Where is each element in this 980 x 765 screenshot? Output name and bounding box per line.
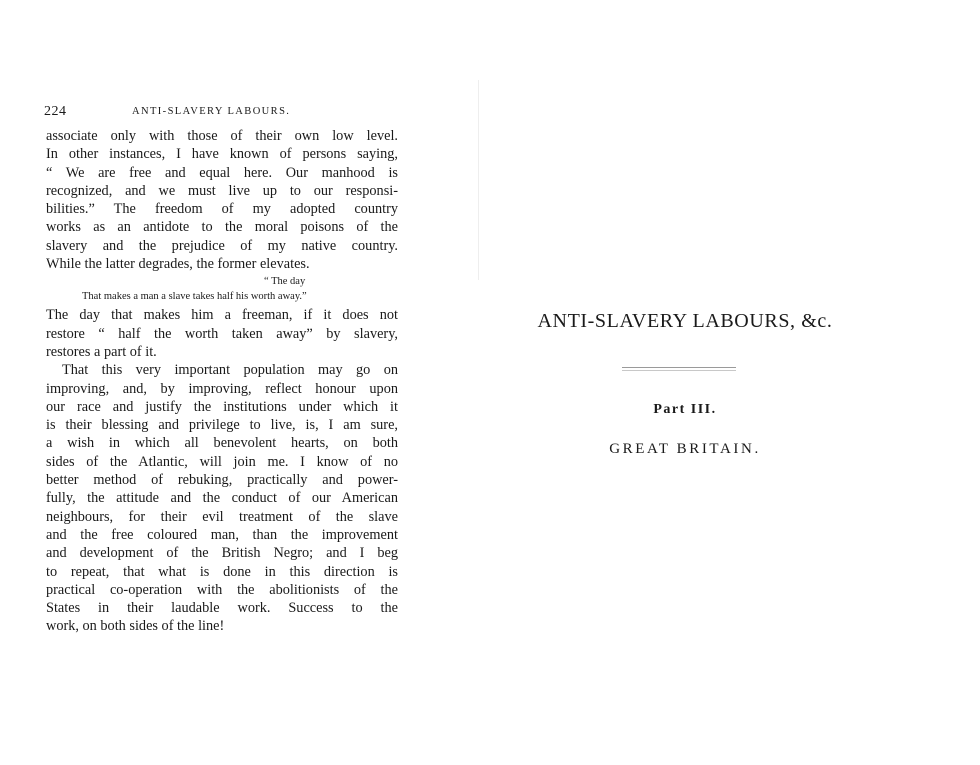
text-line: neighbours, for their evil treatment of the slave bbox=[46, 508, 398, 525]
verse-quote-line: “ The day bbox=[264, 276, 306, 288]
running-title: ANTI-SLAVERY LABOURS. bbox=[132, 106, 291, 117]
body-text bbox=[46, 127, 398, 636]
text-line: practical co-operation with the abolitionists of the bbox=[46, 581, 398, 598]
text-line: and the free coloured man, than the improvement bbox=[46, 526, 398, 543]
text-line: That this very important population may go on bbox=[62, 362, 398, 379]
text-line: The day that makes him a freeman, if it does not bbox=[46, 307, 398, 324]
text-line: fully, the attitude and the conduct of our American bbox=[46, 490, 398, 507]
text-line: better method of rebuking, practically and power- bbox=[46, 472, 398, 489]
text-line: In other instances, I have known of persons saying, bbox=[46, 146, 398, 163]
text-line: improving, and, by improving, reflect honour upon bbox=[46, 380, 398, 397]
text-line: bilities.” The freedom of my adopted country bbox=[46, 201, 398, 218]
running-head bbox=[44, 104, 404, 120]
text-line: recognized, and we must live up to our responsi- bbox=[46, 182, 398, 199]
text-line: a wish in which all benevolent hearts, on both bbox=[46, 435, 398, 452]
text-line: restore “ half the worth taken away” by slavery, bbox=[46, 325, 398, 342]
text-line: “ We are free and equal here. Our manhood is bbox=[46, 164, 398, 181]
text-line: is their blessing and privilege to live, is, I am sure, bbox=[46, 417, 398, 434]
text-line: associate only with those of their own low level. bbox=[46, 128, 398, 144]
text-line: our race and justify the institutions under which it bbox=[46, 398, 398, 415]
verse-quote-line: That makes a man a slave takes half his worth away.” bbox=[82, 291, 307, 303]
binding-edge bbox=[478, 80, 479, 280]
text-line: to repeat, that what is done in this direction is bbox=[46, 563, 398, 580]
text-line: and development of the British Negro; and I beg bbox=[46, 545, 398, 562]
part-label: Part III. bbox=[653, 402, 717, 417]
text-line: States in their laudable work. Success to the bbox=[46, 600, 398, 617]
text-line: While the latter degrades, the former elevates. bbox=[46, 256, 310, 273]
section-title: GREAT BRITAIN. bbox=[609, 441, 761, 457]
text-line: slavery and the prejudice of my native country. bbox=[46, 237, 398, 254]
text-line: works as an antidote to the moral poisons of the bbox=[46, 219, 398, 236]
text-line: restores a part of it. bbox=[46, 343, 157, 360]
decorative-rule bbox=[622, 367, 736, 371]
text-line: work, on both sides of the line! bbox=[46, 618, 225, 635]
text-line: sides of the Atlantic, will join me. I know of no bbox=[46, 453, 398, 470]
page-number: 224 bbox=[44, 104, 67, 119]
part-title: ANTI-SLAVERY LABOURS, &c. bbox=[537, 310, 833, 332]
right-page bbox=[490, 0, 980, 765]
